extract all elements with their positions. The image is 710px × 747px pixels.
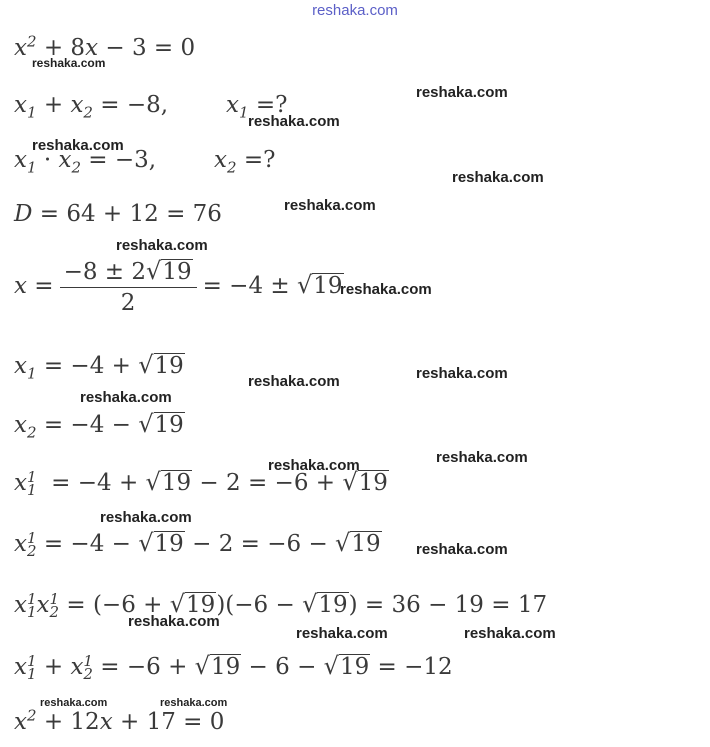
watermark: reshaka.com <box>268 457 360 474</box>
watermark: reshaka.com <box>248 113 340 130</box>
watermark: reshaka.com <box>248 373 340 390</box>
equation-10-product: x 1 1 x 1 2 = (−6 + √19)(−6 − √19) = 36 − 19 = 17 <box>14 590 548 621</box>
watermark: reshaka.com <box>464 625 556 642</box>
equation-12-result: $x^2 + 12x + 17 = 0$ <box>14 706 225 735</box>
equation-1: $x^2 + 8x - 3 = 0$ <box>14 32 196 61</box>
watermark: reshaka.com <box>340 281 432 298</box>
equation-8-new-root-1: x 1 1 = −4 + √19 − 2 = −6 + √19 <box>14 468 388 499</box>
watermark: reshaka.com <box>80 389 172 406</box>
equation-4-discriminant: D = 64 + 12 = 76 <box>14 201 222 227</box>
equation-9-new-root-2: x 1 2 = −4 − √19 − 2 = −6 − √19 <box>14 529 381 560</box>
watermark: reshaka.com <box>32 137 124 154</box>
watermark: reshaka.com <box>160 697 228 709</box>
watermark: reshaka.com <box>40 697 108 709</box>
watermark: reshaka.com <box>416 84 508 101</box>
equation-6-root-1: $x_1 = -4 + √19$ <box>14 351 184 383</box>
watermark: reshaka.com <box>416 541 508 558</box>
watermark: reshaka.com <box>452 169 544 186</box>
watermark: reshaka.com <box>128 613 220 630</box>
fraction: $\frac{-8 \pm 2√19}{2}$ <box>60 256 197 318</box>
site-header-link[interactable]: reshaka.com <box>312 2 398 19</box>
watermark: reshaka.com <box>436 449 528 466</box>
equation-5-roots-formula: x = $\frac{-8 \pm 2√19}{2}$ = −4 ± √19 <box>14 257 343 316</box>
watermark: reshaka.com <box>284 197 376 214</box>
equation-3-ask: $x_2$ =? <box>214 147 276 177</box>
equation-11-sum: x 1 1 + x 1 2 = −6 + √19 − 6 − √19 = −12 <box>14 652 453 683</box>
watermark: reshaka.com <box>416 365 508 382</box>
watermark: reshaka.com <box>296 625 388 642</box>
watermark: reshaka.com <box>32 56 106 70</box>
watermark: reshaka.com <box>116 237 208 254</box>
watermark: reshaka.com <box>100 509 192 526</box>
equation-2-sum: $x_1 + x_2 = -8$, <box>14 92 169 122</box>
equation-7-root-2: $x_2 = -4 - √19$ <box>14 410 184 442</box>
equation-2-ask: $x_1$ =? <box>226 92 288 122</box>
equation-3-product: $x_1 \cdot x_2 = -3$, <box>14 147 157 177</box>
